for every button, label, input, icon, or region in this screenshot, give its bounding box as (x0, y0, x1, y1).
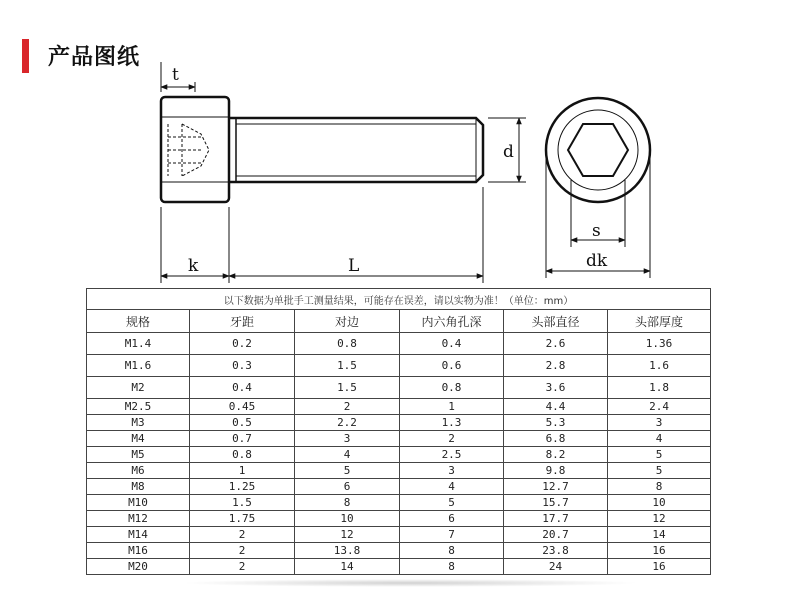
table-cell: 3 (400, 463, 504, 479)
table-row (87, 527, 711, 543)
table-row (87, 415, 711, 431)
table-row (87, 463, 711, 479)
table-cell: 1.36 (608, 333, 711, 355)
table-cell: 0.4 (190, 377, 295, 399)
table-cell: M16 (87, 543, 190, 559)
table-cell: M4 (87, 431, 190, 447)
table-cell: 8.2 (504, 447, 608, 463)
dim-label-s: s (592, 221, 601, 241)
table-body (87, 333, 711, 575)
table-cell: 5 (608, 447, 711, 463)
table-cell: 4 (295, 447, 400, 463)
table-cell: 2.6 (504, 333, 608, 355)
table-cell: 2.5 (400, 447, 504, 463)
table-cell: 14 (608, 527, 711, 543)
table-cell: 20.7 (504, 527, 608, 543)
table-cell: M1.6 (87, 355, 190, 377)
table-cell: 1.5 (295, 355, 400, 377)
table-cell: M8 (87, 479, 190, 495)
table-cell: 0.2 (190, 333, 295, 355)
table-shadow (180, 579, 640, 587)
table-cell: 16 (608, 543, 711, 559)
table-row (87, 431, 711, 447)
dim-label-k: k (188, 256, 199, 276)
table-cell: 1.5 (190, 495, 295, 511)
table-cell: 9.8 (504, 463, 608, 479)
table-cell: M20 (87, 559, 190, 575)
table-cell: 6 (400, 511, 504, 527)
table-cell: 6 (295, 479, 400, 495)
table-cell: 1.5 (295, 377, 400, 399)
table-cell: 0.8 (295, 333, 400, 355)
dim-label-L: L (348, 256, 360, 276)
table-cell: 8 (400, 543, 504, 559)
table-cell: 5.3 (504, 415, 608, 431)
table-cell: M12 (87, 511, 190, 527)
header-socket-depth: 内六角孔深 (400, 310, 504, 333)
table-cell: 2 (190, 543, 295, 559)
table-cell: 2.2 (295, 415, 400, 431)
table-cell: 23.8 (504, 543, 608, 559)
table-cell: 1.75 (190, 511, 295, 527)
table-cell: 12 (608, 511, 711, 527)
table-cell: 5 (400, 495, 504, 511)
table-cell: 13.8 (295, 543, 400, 559)
header-head-diameter: 头部直径 (504, 310, 608, 333)
head-outer-circle (546, 98, 650, 202)
table-cell: 0.7 (190, 431, 295, 447)
header-spec: 规格 (87, 310, 190, 333)
table-cell: 24 (504, 559, 608, 575)
table-cell: 8 (400, 559, 504, 575)
table-cell: 2 (295, 399, 400, 415)
head-inner-circle (558, 110, 638, 190)
table-cell: 8 (608, 479, 711, 495)
table-row (87, 543, 711, 559)
table-cell: 15.7 (504, 495, 608, 511)
table-cell: 12 (295, 527, 400, 543)
table-cell: 6.8 (504, 431, 608, 447)
spec-table (86, 288, 711, 575)
bolt-drawing (0, 0, 790, 290)
table-cell: M6 (87, 463, 190, 479)
table-cell: M2.5 (87, 399, 190, 415)
table-cell: 17.7 (504, 511, 608, 527)
table-cell: 3.6 (504, 377, 608, 399)
table-row (87, 399, 711, 415)
table-cell: M2 (87, 377, 190, 399)
table-cell: 5 (295, 463, 400, 479)
table-cell: 0.3 (190, 355, 295, 377)
table-cell: M3 (87, 415, 190, 431)
header-head-height: 头部厚度 (608, 310, 711, 333)
table-cell: 10 (295, 511, 400, 527)
table-cell: 4.4 (504, 399, 608, 415)
table-cell: 10 (608, 495, 711, 511)
table-cell: 2.4 (608, 399, 711, 415)
dim-label-t: t (172, 65, 179, 85)
table-cell: 4 (608, 431, 711, 447)
header-across-flats: 对边 (295, 310, 400, 333)
table-header-row (87, 310, 711, 333)
table-cell: M1.4 (87, 333, 190, 355)
table-note: 以下数据为单批手工测量结果，可能存在误差，请以实物为准！（单位：mm） (87, 289, 711, 310)
bolt-side-view (161, 97, 483, 202)
table-cell: 0.8 (400, 377, 504, 399)
table-cell: M5 (87, 447, 190, 463)
bolt-shank (229, 118, 483, 182)
table-cell: 2 (400, 431, 504, 447)
table-row (87, 447, 711, 463)
table-cell: 3 (295, 431, 400, 447)
table-cell: M14 (87, 527, 190, 543)
table-row (87, 355, 711, 377)
table-row (87, 495, 711, 511)
table-cell: 1.6 (608, 355, 711, 377)
table-cell: 0.45 (190, 399, 295, 415)
table-row (87, 333, 711, 355)
page-title: 产品图纸 (48, 45, 141, 70)
table-cell: 8 (295, 495, 400, 511)
table-cell: 0.5 (190, 415, 295, 431)
table-cell: 14 (295, 559, 400, 575)
table-cell: 1.3 (400, 415, 504, 431)
dim-label-dk: dk (586, 251, 608, 271)
table-cell: 2 (190, 559, 295, 575)
table-cell: 1.8 (608, 377, 711, 399)
table-cell: 0.4 (400, 333, 504, 355)
table-cell: 5 (608, 463, 711, 479)
table-row (87, 377, 711, 399)
table-cell: 1 (190, 463, 295, 479)
header-pitch: 牙距 (190, 310, 295, 333)
table-cell: M10 (87, 495, 190, 511)
table-cell: 0.8 (190, 447, 295, 463)
table-cell: 2.8 (504, 355, 608, 377)
table-cell: 16 (608, 559, 711, 575)
table-row (87, 479, 711, 495)
table-cell: 7 (400, 527, 504, 543)
table-row (87, 511, 711, 527)
bolt-end-view (546, 98, 650, 202)
table-cell: 2 (190, 527, 295, 543)
table-cell: 3 (608, 415, 711, 431)
hex-socket (568, 124, 628, 176)
table-cell: 4 (400, 479, 504, 495)
table-cell: 12.7 (504, 479, 608, 495)
dim-label-d: d (503, 142, 514, 162)
table-cell: 1.25 (190, 479, 295, 495)
table-cell: 1 (400, 399, 504, 415)
table-cell: 0.6 (400, 355, 504, 377)
table-row (87, 559, 711, 575)
